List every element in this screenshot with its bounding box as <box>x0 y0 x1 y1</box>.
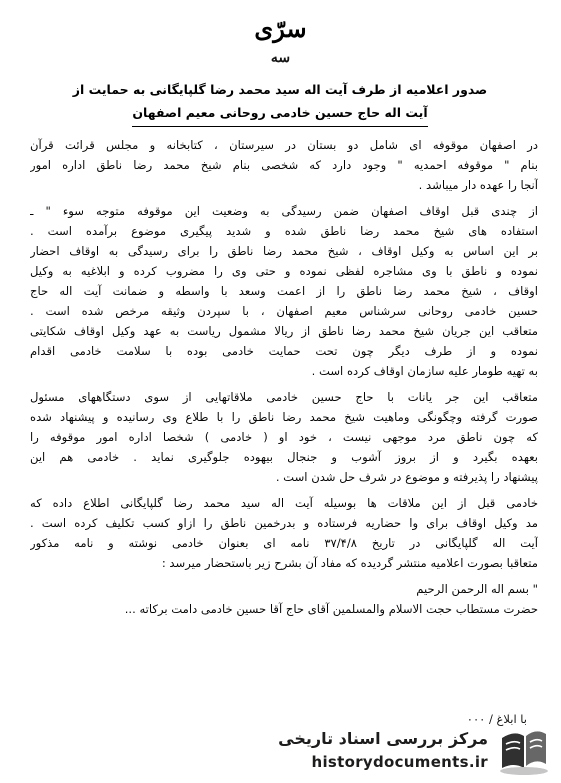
body-line: که چون ناطق مرد موجهی نیست ، خود او ( خادمی ) شخصا اداره امور موقوفه را <box>30 430 538 444</box>
archive-logo-icon <box>494 724 552 778</box>
watermark-url-text: historydocuments.ir <box>311 753 488 771</box>
paragraph-1 <box>30 135 538 195</box>
classification-subtitle: سه <box>270 50 291 66</box>
body-line: آنجا را عهده دار میباشد . <box>418 178 538 192</box>
body-line: از چندی قبل اوقاف اصفهان ضمن رسیدگی به وضعیت این موقوفه متوجه سوء " ـ <box>30 204 538 218</box>
body-line: استفاده های شیخ محمد رضا ناطق شده و شدید پیگیری موضوع برآمده است . <box>30 224 538 238</box>
body-line: در اصفهان موقوفه ای شامل دو بستان در سیرستان ، کتابخانه و مجلس قرائت قرآن <box>30 138 538 152</box>
subject-line-1: صدور اعلامیه از طرف آیت اله سید محمد رضا گلپایگانی به حمایت از <box>72 82 488 97</box>
body-line: متعاقب این جر یانات با حاج حسین خادمی ملاقاتهایی از سوی دستگاههای مسئول <box>30 390 538 404</box>
body-line: صورت گرفته وچگونگی وماهیت شیخ محمد رضا ناطق را با طلاع وی رسانیده و پیشنهاد شده <box>30 410 538 424</box>
body-line: متعاقبا بصورت اعلامیه منتشر گردیده که مفاد آن بشرح زیر باستحضار میرسد : <box>161 556 538 570</box>
paragraph-3 <box>30 387 538 487</box>
classification-title: سرّی <box>254 14 307 43</box>
paragraph-4 <box>30 493 538 573</box>
body-line: خادمی قبل از این ملاقات ها بوسیله آیت اله سید محمد رضا گلپایگانی اطلاع داده که <box>30 496 538 510</box>
paragraph-5 <box>30 579 538 619</box>
body-line: پیشنهاد را پذیرفته و موضوع در شرف حل شدن است . <box>275 470 538 484</box>
document-header <box>0 14 561 68</box>
subject-line-2: آیت اله حاج حسین خادمی روحانی معیم اصفهان <box>132 101 427 127</box>
document-body <box>30 135 538 619</box>
body-line: بعهده بگیرد و از بروز آشوب و جنجال بیهوده جلوگیری نماید . خادمی هم این <box>30 450 538 464</box>
body-line: به تهیه طومار علیه سازمان اوقاف کرده است . <box>311 364 538 378</box>
body-line: مد وکیل اوقاف برای وا حضاریه فرستاده و بدرخمین ناطق را ازاو کسب تکلیف کرده است . <box>30 516 538 530</box>
body-line: آیت اله گلپایگانی در تاریخ ۳۷/۴/۸ نامه ای بعنوان خادمی نوشته و نامه مذکور <box>30 536 538 550</box>
subject-block <box>60 78 500 127</box>
body-line: بر این اساس به وکیل اوقاف ، شیخ محمد رضا ناطق را برای رسیدگی به اوقاف احضار <box>30 244 538 258</box>
watermark-persian-text: مرکز بررسی اسناد تاریخی <box>278 729 488 748</box>
body-line: متعاقب این جریان شیخ محمد رضا ناطق از ریالا مشمول ریاست به عهد وکیل اوقاف شکایتی <box>30 324 538 338</box>
body-line: حسین خادمی روحانی سرشناس معیم اصفهان ، با سپردن وثیقه مرخص شده است . <box>30 304 538 318</box>
body-line: بنام " موقوفه احمدیه " وجود دارد که شخصی بنام شیخ محمد رضا ناطق اداره امور <box>30 158 538 172</box>
body-line: نموده و از طرف دیگر چون تحت حمایت خادمی بوده با سلامت خادمی اقدام <box>30 344 538 358</box>
archive-watermark <box>268 722 558 780</box>
reference-note: با ابلاغ / ۰۰۰ <box>466 712 527 726</box>
body-line: حضرت مستطاب حجت الاسلام والمسلمین آقای حاج آقا حسین خادمی دامت برکاته ... <box>124 602 538 616</box>
body-line: نموده و ناطق با وی مشاجره لفظی نموده و حتی وی را مضروب کرده و ابلاغیه به وکیل <box>30 264 538 278</box>
body-line: اوقاف ، شیخ محمد رضا ناطق را از اعمت وسعد با واسطه و ضمانت آیت اله حاج <box>30 284 538 298</box>
paragraph-2 <box>30 201 538 381</box>
body-line: " بسم اله الرحمن الرحیم <box>416 582 538 596</box>
